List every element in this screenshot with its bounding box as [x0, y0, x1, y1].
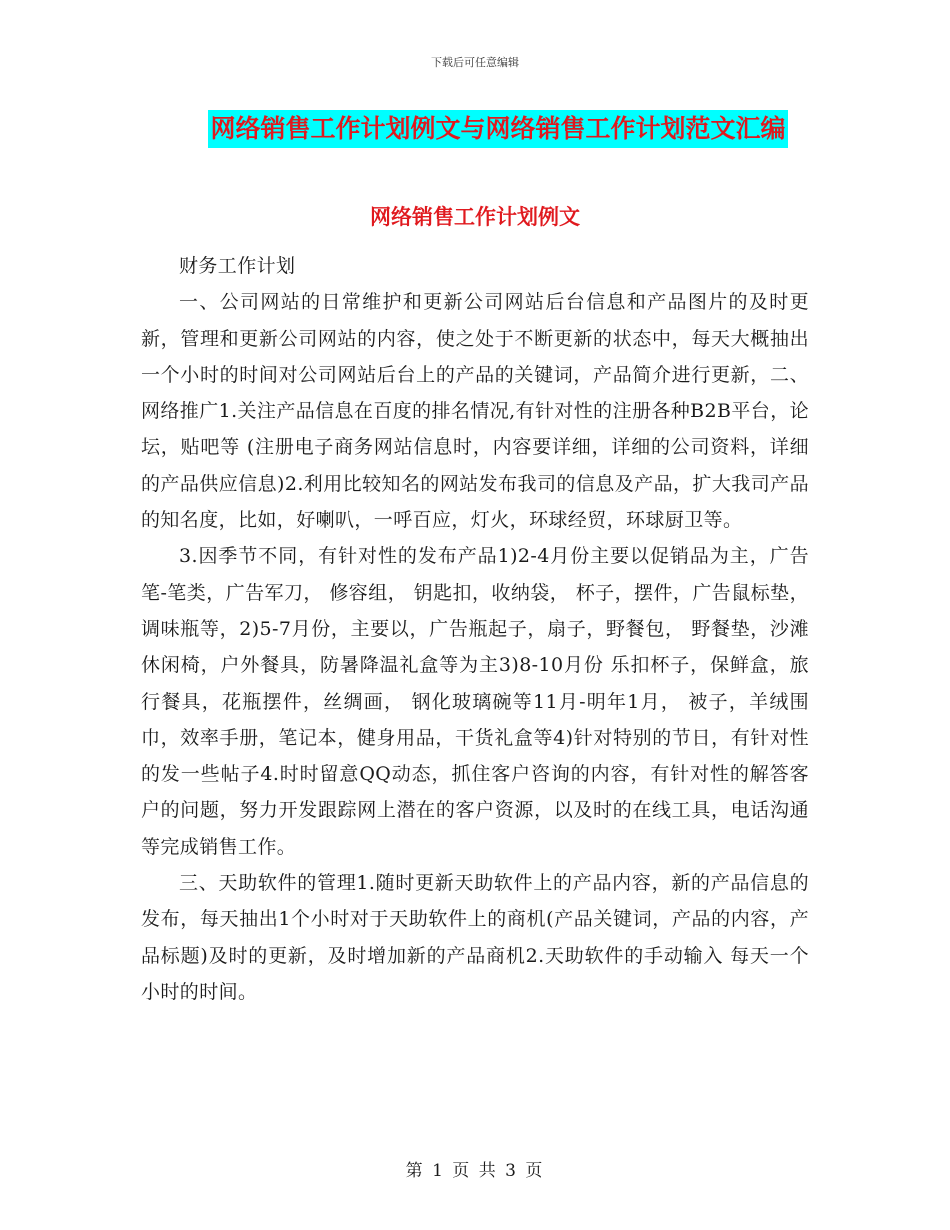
paragraph: 三、天助软件的管理1.随时更新天助软件上的产品内容，新的产品信息的发布，每天抽出1个小时对于天助软件上的商机(产品关键词，产品的内容，产品标题)及时的更新，及时增加新的产品商机2.天助软件的手动输入 每天一个小时的时间。	[141, 872, 809, 1003]
page-number: 第 1 页 共 3 页	[405, 1161, 545, 1181]
document-body	[141, 248, 809, 1010]
section-title: 网络销售工作计划例文	[370, 205, 580, 229]
paragraph: 一、公司网站的日常维护和更新公司网站后台信息和产品图片的及时更新，管理和更新公司网站的内容，使之处于不断更新的状态中，每天大概抽出一个小时的时间对公司网站后台上的产品的关键词，产品简介进行更新，二、网络推广1.关注产品信息在百度的排名情况,有针对性的注册各种B2B平台，论坛，贴吧等 (注册电子商务网站信息时，内容要详细，详细的公司资料，详细的产品供应信息)2.利用比较知名的网站发布我司的信息及产品，扩大我司产品的知名度，比如，好喇叭，一呼百应，灯火，环球经贸，环球厨卫等。	[141, 291, 809, 532]
paragraph: 财务工作计划	[179, 255, 296, 277]
page-header-note: 下载后可任意编辑	[431, 56, 519, 69]
main-title: 网络销售工作计划例文与网络销售工作计划范文汇编	[208, 110, 787, 148]
paragraph: 3.因季节不同，有针对性的发布产品1)2-4月份主要以促销品为主，广告笔-笔类，广告军刀， 修容组， 钥匙扣，收纳袋， 杯子，摆件，广告鼠标垫，调味瓶等，2)5-7月份，主要以，广告瓶起子，扇子，野餐包， 野餐垫，沙滩休闲椅，户外餐具，防暑降温礼盒等为主3)8-10月份 乐扣杯子，保鲜盒，旅行餐具，花瓶摆件，丝绸画， 钢化玻璃碗等11月-明年1月， 被子，羊绒围巾，效率手册，笔记本，健身用品，干货礼盒等4)针对特别的节日，有针对性的发一些帖子4.时时留意QQ动态，抓住客户咨询的内容，有针对性的解答客户的问题，努力开发跟踪网上潜在的客户资源，以及时的在线工具，电话沟通等完成销售工作。	[141, 545, 809, 858]
main-title-container	[0, 110, 950, 148]
